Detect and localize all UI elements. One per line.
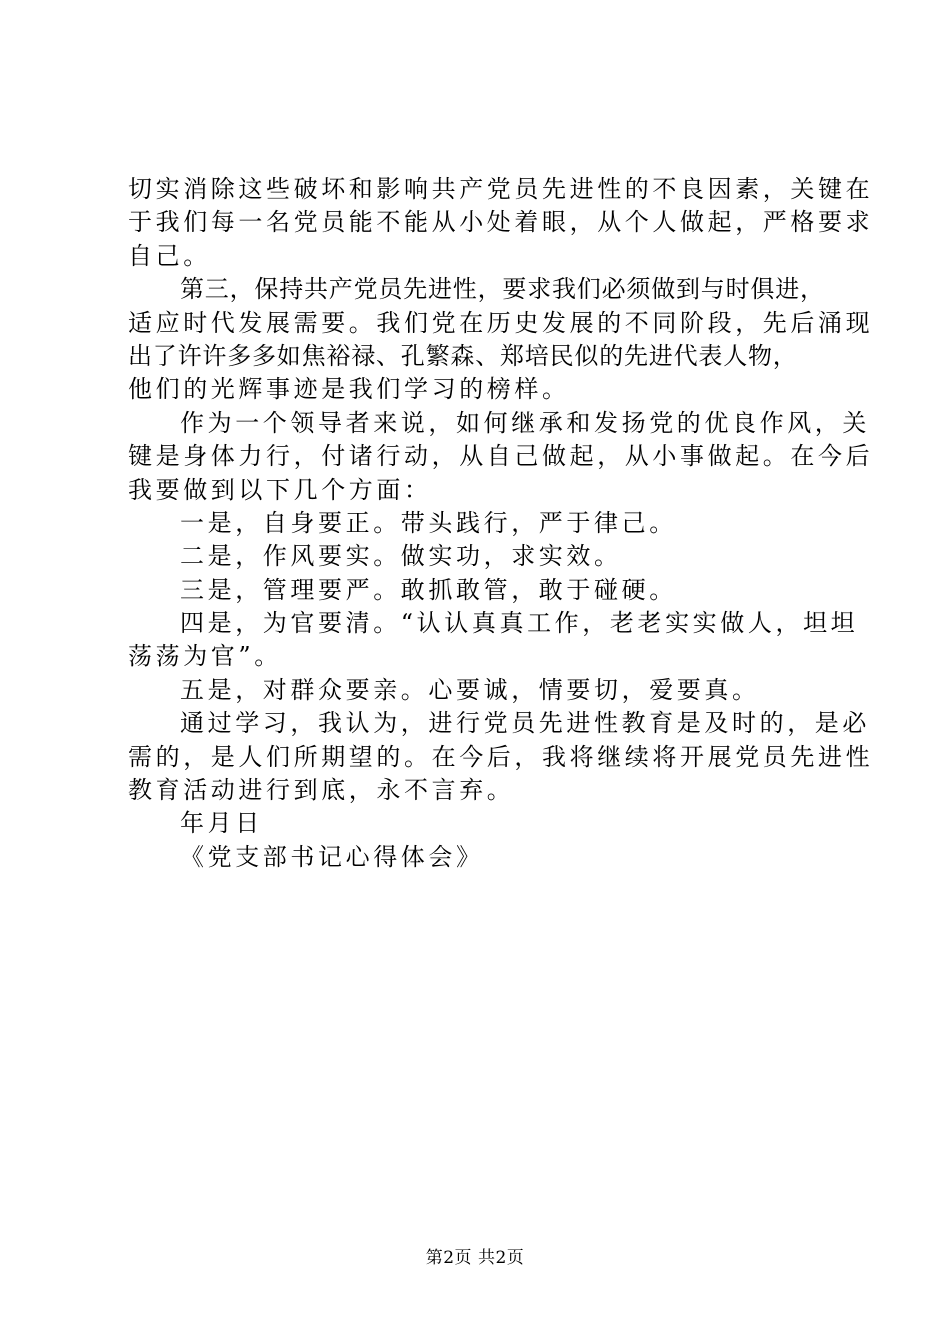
text-line: 切实消除这些破坏和影响共产党员先进性的不良因素，关键在 bbox=[128, 175, 874, 203]
document-body bbox=[128, 173, 874, 874]
text-line: 四是，为官要清。“认认真真工作，老老实实做人，坦坦 bbox=[180, 609, 859, 638]
text-line: 二是，作风要实。做实功，求实效。 bbox=[180, 542, 622, 571]
page-number-footer: 第2页 共2页 bbox=[425, 1248, 525, 1268]
date-line: 年月日 bbox=[180, 809, 263, 838]
text-line: 教育活动进行到底，永不言弃。 bbox=[128, 776, 515, 805]
text-line: 出了许许多多如焦裕禄、孔繁森、郑培民似的先进代表人物， bbox=[128, 341, 798, 370]
text-line: 一是，自身要正。带头践行，严于律己。 bbox=[180, 508, 677, 537]
text-line: 三是，管理要严。敢抓敢管，敢于碰硬。 bbox=[180, 575, 677, 604]
text-line: 通过学习，我认为，进行党员先进性教育是及时的，是必 bbox=[180, 709, 870, 738]
text-line: 他们的光辉事迹是我们学习的榜样。 bbox=[128, 375, 570, 404]
text-line: 我要做到以下几个方面： bbox=[128, 475, 432, 504]
text-line: 第三，保持共产党员先进性，要求我们必须做到与时俱进， bbox=[180, 275, 825, 304]
text-line: 于我们每一名党员能不能从小处着眼，从个人做起，严格要求 bbox=[128, 208, 874, 237]
text-line: 作为一个领导者来说，如何继承和发扬党的优良作风，关 bbox=[180, 408, 870, 437]
document-title-line: 《党支部书记心得体会》 bbox=[180, 842, 484, 871]
text-line: 需的，是人们所期望的。在今后，我将继续将开展党员先进性 bbox=[128, 742, 874, 771]
text-line: 适应时代发展需要。我们党在历史发展的不同阶段，先后涌现 bbox=[128, 308, 874, 337]
text-line: 自己。 bbox=[128, 241, 211, 270]
text-line: 荡荡为官”。 bbox=[128, 642, 282, 671]
text-line: 五是，对群众要亲。心要诚，情要切，爱要真。 bbox=[180, 675, 760, 704]
text-line: 键是身体力行，付诸行动，从自己做起，从小事做起。在今后 bbox=[128, 442, 874, 471]
